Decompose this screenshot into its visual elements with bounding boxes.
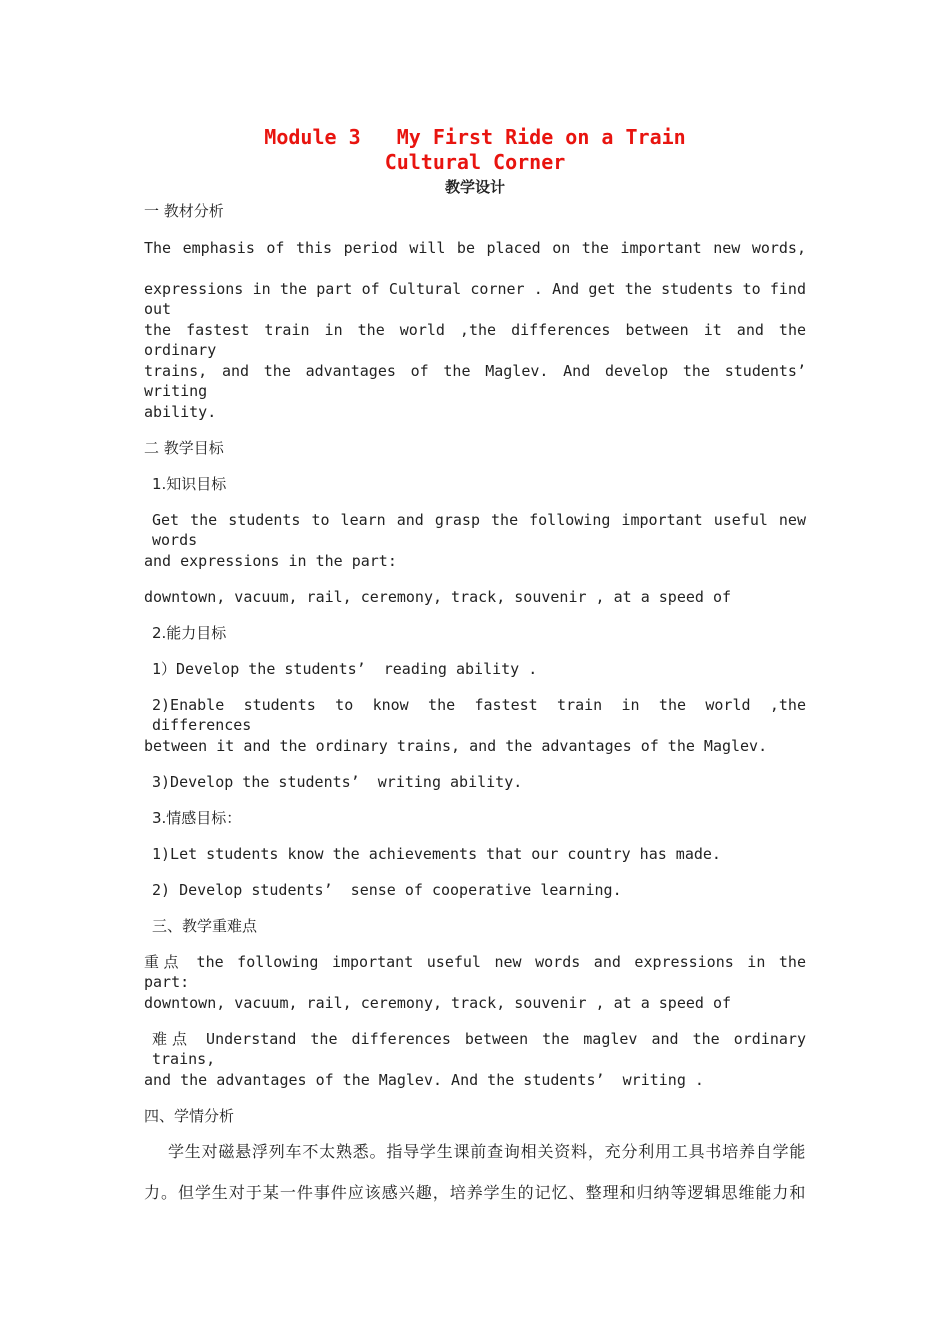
- section-3-heading: 三、教学重难点: [152, 917, 258, 935]
- section-2-sub-2: 2.能力目标: [152, 624, 227, 642]
- section-3-difficulty-line: and the advantages of the Maglev. And the students’ writing .: [144, 1071, 704, 1089]
- section-2-sub-2-item: 2)Enable students to know the fastest train in the world ,the differences: [152, 696, 806, 734]
- section-3-key-line: downtown, vacuum, rail, ceremony, track, souvenir , at a speed of: [144, 994, 731, 1012]
- section-1-line: the fastest train in the world ,the differences between it and the ordinary: [144, 321, 806, 359]
- section-4-line: 学生对磁悬浮列车不太熟悉。指导学生课前查询相关资料，充分利用工具书培养自学能: [168, 1142, 806, 1161]
- section-2-sub-1-line: Get the students to learn and grasp the following important useful new words: [152, 511, 806, 549]
- section-2-sub-1-line: and expressions in the part:: [144, 552, 397, 570]
- section-2-sub-2-item: between it and the ordinary trains, and the advantages of the Maglev.: [144, 737, 768, 755]
- subtitle: 教学设计: [444, 178, 505, 196]
- section-1-line: ability.: [144, 403, 217, 421]
- section-2-sub-3-item: 2) Develop students’ sense of cooperative learning.: [152, 881, 622, 899]
- section-2-sub-2-item: 1）Develop the students’ reading ability .: [152, 660, 538, 678]
- section-1-line: expressions in the part of Cultural corner . And get the students to find out: [144, 280, 806, 318]
- section-2-sub-1-line: downtown, vacuum, rail, ceremony, track, souvenir , at a speed of: [144, 588, 731, 606]
- title-line-2: Cultural Corner: [384, 150, 566, 174]
- section-2-heading: 二 教学目标: [144, 439, 224, 457]
- section-1-line: The emphasis of this period will be placed on the important new words,: [144, 239, 806, 257]
- section-3-difficulty-line: 难点 Understand the differences between the maglev and the ordinary trains,: [152, 1030, 806, 1068]
- section-2-sub-1: 1.知识目标: [152, 475, 227, 493]
- section-3-key-line: 重点 the following important useful new words and expressions in the part:: [144, 953, 806, 991]
- title-line-1: Module 3 My First Ride on a Train: [264, 125, 686, 149]
- section-2-sub-3: 3.情感目标：: [152, 809, 242, 827]
- section-2-sub-3-item: 1)Let students know the achievements that our country has made.: [152, 845, 721, 863]
- section-1-line: trains, and the advantages of the Maglev. And develop the students’ writing: [144, 362, 806, 400]
- section-1-heading: 一 教材分析: [144, 202, 224, 220]
- section-4-heading: 四、学情分析: [144, 1107, 235, 1125]
- section-2-sub-2-item: 3)Develop the students’ writing ability.: [152, 773, 523, 791]
- section-4-line: 力。但学生对于某一件事件应该感兴趣，培养学生的记忆、整理和归纳等逻辑思维能力和: [144, 1183, 806, 1202]
